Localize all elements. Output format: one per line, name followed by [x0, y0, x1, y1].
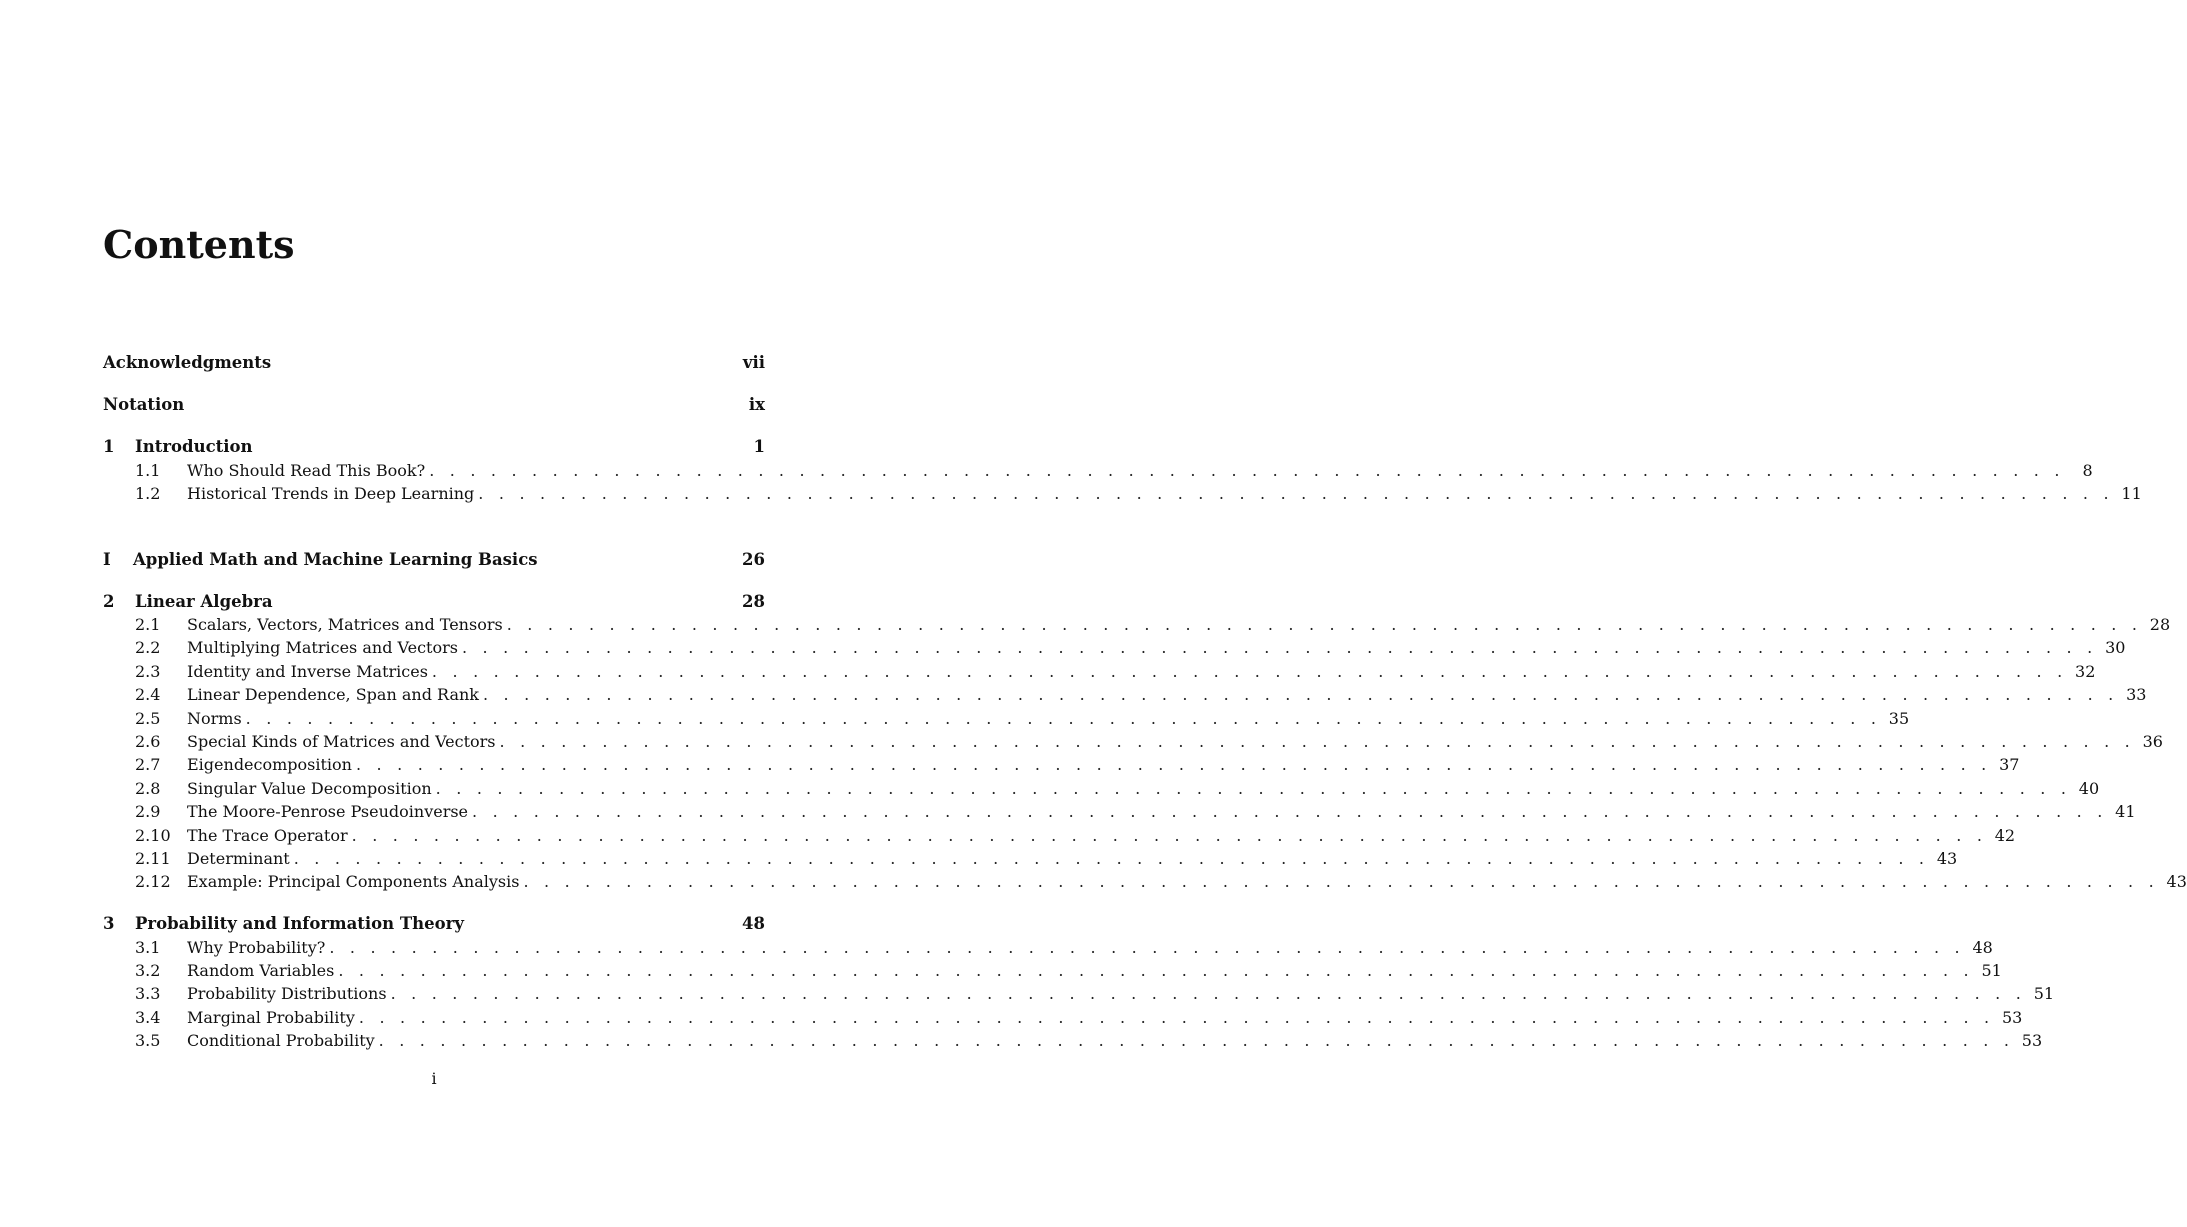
toc-section[interactable]: [103, 800, 2136, 824]
dot-leader: . . . . . . . . . . . . . . . . . . . . . . . . . . . . . . . . . . . . . . . . . . . . . . . . . . . . . . . . . . . . . . . . . . . . . . . . . . . . . . . .: [478, 484, 2114, 503]
section-page: 37: [1999, 755, 2020, 775]
part-page: 26: [742, 550, 765, 569]
section-number: 1.1: [135, 461, 161, 480]
chapter-page: 1: [753, 437, 765, 456]
toc-section[interactable]: [103, 613, 2171, 637]
chapter-title: Probability and Information Theory: [135, 914, 464, 933]
dot-leader: . . . . . . . . . . . . . . . . . . . . . . . . . . . . . . . . . . . . . . . . . . . . . . . . . . . . . . . . . . . . . . . . . . . . . . . . . . . . . . . .: [338, 961, 1974, 981]
section-page: 40: [2078, 778, 2100, 798]
toc-section[interactable]: [103, 982, 2055, 1006]
section-page: 32: [2075, 661, 2096, 681]
section-title: Example: Principal Components Analysis: [187, 872, 520, 892]
section-page: 51: [2033, 984, 2055, 1004]
toc-section[interactable]: [103, 683, 2147, 707]
section-title: Singular Value Decomposition: [187, 778, 432, 798]
dot-leader: . . . . . . . . . . . . . . . . . . . . . . . . . . . . . . . . . . . . . . . . . . . . . . . . . . . . . . . . . . . . . . . . . . . . . . . . . . . . . . . .: [506, 615, 2143, 634]
section-title: The Moore-Penrose Pseudoinverse: [187, 802, 469, 822]
section-title: Scalars, Vectors, Matrices and Tensors: [187, 615, 503, 634]
section-title: Why Probability?: [187, 938, 326, 957]
toc-section[interactable]: [103, 707, 1910, 731]
section-number: 2.9: [135, 802, 161, 822]
entry-page: ix: [748, 395, 765, 414]
section-page: 53: [2001, 1007, 2023, 1027]
section-page: 43: [1936, 849, 1958, 868]
section-number: 3.3: [135, 984, 161, 1004]
section-title: Probability Distributions: [187, 984, 387, 1004]
chapter-page: 28: [742, 592, 765, 611]
section-title: Historical Trends in Deep Learning: [187, 484, 475, 503]
chapter-number: 3: [103, 914, 115, 933]
dot-leader: . . . . . . . . . . . . . . . . . . . . . . . . . . . . . . . . . . . . . . . . . . . . . . . . . . . . . . . . . . . . . . . . . . . . . . . . . . . . . . . .: [523, 872, 2159, 892]
section-page: 35: [1888, 708, 1910, 728]
toc-section[interactable]: [103, 459, 2093, 483]
section-page: 8: [2082, 461, 2093, 480]
section-page: 28: [2149, 615, 2171, 634]
dot-leader: . . . . . . . . . . . . . . . . . . . . . . . . . . . . . . . . . . . . . . . . . . . . . . . . . . . . . . . . . . . . . . . . . . . . . . . . . . . . . . . .: [293, 849, 1930, 868]
entry-title: Acknowledgments: [103, 353, 272, 372]
section-number: 3.1: [135, 938, 161, 957]
section-number: 3.4: [135, 1007, 161, 1027]
section-number: 2.7: [135, 755, 161, 775]
page-title: Contents: [103, 222, 295, 267]
section-number: 2.10: [135, 825, 171, 845]
section-title: Multiplying Matrices and Vectors: [187, 638, 458, 658]
section-title: Linear Dependence, Span and Rank: [187, 685, 479, 705]
toc-section[interactable]: [103, 636, 2126, 660]
toc-section[interactable]: [103, 730, 2163, 754]
chapter-page: 48: [742, 914, 765, 933]
chapter-title: Linear Algebra: [135, 592, 273, 611]
dot-leader: . . . . . . . . . . . . . . . . . . . . . . . . . . . . . . . . . . . . . . . . . . . . . . . . . . . . . . . . . . . . . . . . . . . . . . . . . . . . . . . .: [431, 661, 2068, 681]
section-page: 11: [2121, 484, 2142, 503]
toc-chapter-3[interactable]: [103, 912, 765, 936]
dot-leader: . . . . . . . . . . . . . . . . . . . . . . . . . . . . . . . . . . . . . . . . . . . . . . . . . . . . . . . . . . . . . . . . . . . . . . . . . . . . . . . .: [329, 938, 1965, 957]
toc-section[interactable]: [103, 753, 2020, 777]
toc-section[interactable]: [103, 870, 2187, 894]
part-title: Applied Math and Machine Learning Basics: [133, 550, 538, 569]
toc-section[interactable]: [103, 777, 2100, 801]
dot-leader: . . . . . . . . . . . . . . . . . . . . . . . . . . . . . . . . . . . . . . . . . . . . . . . . . . . . . . . . . . . . . . . . . . . . . . . . . . . . . . . .: [499, 732, 2135, 751]
section-page: 51: [1981, 961, 2002, 981]
part-number: I: [103, 550, 111, 569]
section-page: 36: [2142, 732, 2163, 751]
chapter-title: Introduction: [135, 437, 253, 456]
dot-leader: . . . . . . . . . . . . . . . . . . . . . . . . . . . . . . . . . . . . . . . . . . . . . . . . . . . . . . . . . . . . . . . . . . . . . . . . . . . . . . . .: [461, 638, 2098, 658]
section-number: 2.1: [135, 615, 161, 634]
section-number: 2.12: [135, 872, 171, 892]
toc-section[interactable]: [103, 936, 1993, 960]
section-page: 48: [1972, 938, 1993, 957]
section-page: 30: [2105, 638, 2126, 658]
section-title: Marginal Probability: [187, 1007, 355, 1027]
toc-part-1[interactable]: [103, 548, 765, 572]
section-title: Eigendecomposition: [187, 755, 352, 775]
section-page: 53: [2021, 1030, 2043, 1050]
chapter-number: 2: [103, 592, 115, 611]
dot-leader: . . . . . . . . . . . . . . . . . . . . . . . . . . . . . . . . . . . . . . . . . . . . . . . . . . . . . . . . . . . . . . . . . . . . . . . . . . . . . . . .: [472, 802, 2108, 822]
section-number: 2.6: [135, 732, 161, 751]
section-page: 41: [2115, 802, 2136, 822]
section-number: 2.4: [135, 685, 161, 705]
section-number: 2.3: [135, 661, 161, 681]
section-page: 42: [1994, 825, 2016, 845]
section-title: Determinant: [187, 849, 290, 868]
page-number: i: [431, 1069, 437, 1088]
section-number: 3.5: [135, 1030, 161, 1050]
section-title: The Trace Operator: [187, 825, 348, 845]
toc-entry-notation[interactable]: [103, 393, 765, 417]
dot-leader: . . . . . . . . . . . . . . . . . . . . . . . . . . . . . . . . . . . . . . . . . . . . . . . . . . . . . . . . . . . . . . . . . . . . . . . . . . . . . . . .: [355, 755, 1992, 775]
section-title: Conditional Probability: [187, 1030, 375, 1050]
section-page: 33: [2126, 685, 2147, 705]
toc-section[interactable]: [103, 1029, 2043, 1053]
section-number: 1.2: [135, 484, 161, 503]
toc-section[interactable]: [103, 959, 2002, 983]
toc-section[interactable]: [103, 1006, 2023, 1030]
section-number: 2.8: [135, 778, 161, 798]
toc-section[interactable]: [103, 482, 2142, 506]
section-title: Random Variables: [187, 961, 335, 981]
section-number: 2.2: [135, 638, 161, 658]
entry-title: Notation: [103, 395, 185, 414]
dot-leader: . . . . . . . . . . . . . . . . . . . . . . . . . . . . . . . . . . . . . . . . . . . . . . . . . . . . . . . . . . . . . . . . . . . . . . . . . . . . . . . .: [378, 1030, 2015, 1050]
dot-leader: . . . . . . . . . . . . . . . . . . . . . . . . . . . . . . . . . . . . . . . . . . . . . . . . . . . . . . . . . . . . . . . . . . . . . . . . . . . . . . . .: [482, 685, 2119, 705]
dot-leader: . . . . . . . . . . . . . . . . . . . . . . . . . . . . . . . . . . . . . . . . . . . . . . . . . . . . . . . . . . . . . . . . . . . . . . . . . . . . . . . .: [390, 984, 2027, 1004]
section-title: Norms: [187, 708, 242, 728]
section-title: Special Kinds of Matrices and Vectors: [187, 732, 496, 751]
dot-leader: . . . . . . . . . . . . . . . . . . . . . . . . . . . . . . . . . . . . . . . . . . . . . . . . . . . . . . . . . . . . . . . . . . . . . . . . . . . . . . . .: [351, 825, 1988, 845]
toc-chapter-2[interactable]: [103, 590, 765, 614]
dot-leader: . . . . . . . . . . . . . . . . . . . . . . . . . . . . . . . . . . . . . . . . . . . . . . . . . . . . . . . . . . . . . . . . . . . . . . . . . . . . . . . .: [358, 1007, 1995, 1027]
section-number: 2.5: [135, 708, 161, 728]
toc-section[interactable]: [103, 660, 2096, 684]
entry-page: vii: [742, 353, 765, 372]
section-title: Identity and Inverse Matrices: [187, 661, 428, 681]
toc-entry-acknowledgments[interactable]: [103, 351, 765, 375]
section-number: 2.11: [135, 849, 171, 868]
chapter-number: 1: [103, 437, 115, 456]
toc-section[interactable]: [103, 824, 2016, 848]
toc-chapter-1[interactable]: [103, 435, 765, 459]
dot-leader: . . . . . . . . . . . . . . . . . . . . . . . . . . . . . . . . . . . . . . . . . . . . . . . . . . . . . . . . . . . . . . . . . . . . . . . . . . . . . . . .: [435, 778, 2072, 798]
section-number: 3.2: [135, 961, 161, 981]
toc-section[interactable]: [103, 847, 1958, 871]
dot-leader: . . . . . . . . . . . . . . . . . . . . . . . . . . . . . . . . . . . . . . . . . . . . . . . . . . . . . . . . . . . . . . . . . . . . . . . . . . . . . . . .: [429, 461, 2065, 480]
dot-leader: . . . . . . . . . . . . . . . . . . . . . . . . . . . . . . . . . . . . . . . . . . . . . . . . . . . . . . . . . . . . . . . . . . . . . . . . . . . . . . . .: [245, 708, 1882, 728]
section-title: Who Should Read This Book?: [187, 461, 426, 480]
section-page: 43: [2166, 872, 2187, 892]
